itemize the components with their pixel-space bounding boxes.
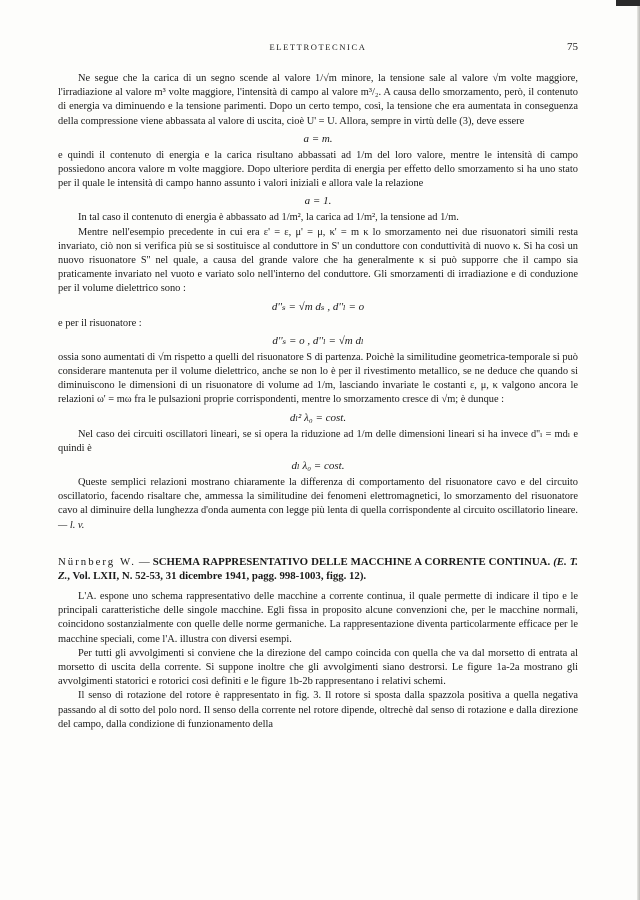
paragraph: [58, 476, 578, 533]
heading-dash: —: [135, 555, 153, 568]
paragraph: Ne segue che la carica di un segno scende al valore 1/√m minore, la tensione sale al valore √m volte maggiore, l'irradiazione al valore m³ volte maggiore, l'intensità di campo al valore m³/₂. A causa dello smorzamento, però, il contenuto di energia va diminuendo e la tensione parimenti. Dopo un certo tempo, così, la tensione che era aumentata in conseguenza della compressione viene abbassata al valore di uscita, cioè U' = U. Allora, sempre in virtù delle (3), deve essere: [58, 73, 578, 127]
page-number: 75: [567, 41, 578, 53]
citation-journal: (E. T. Z.: [58, 555, 578, 583]
citation-details: , Vol. LXII, N. 52-53, 31 dicembre 1941, pagg. 998-1003, figg. 12).: [67, 570, 367, 583]
corner-mark: [616, 0, 640, 6]
abstract-article: [58, 555, 578, 732]
paragraph: e per il risuonatore :: [58, 317, 142, 329]
formula: d''ₛ = o , d''ₗ = √m dₗ: [272, 334, 364, 347]
paragraph: Il senso di rotazione del rotore è rappresentato in fig. 3. Il rotore si sposta dalla spazzola positiva a quella negativa passando al di sotto del polo nord. Il senso della corrente nel rotore dipende, oltrechè dal senso di rotazione e dalla direzione del campo, dalla condizione di funzionamento della: [58, 690, 578, 730]
formula: a = 1.: [304, 195, 332, 208]
paragraph: Per tutti gli avvolgimenti si conviene che la direzione del campo coincida con quella che va dal morsetto di entrata al morsetto di uscita della corrente. Si suppone inoltre che gli avvolgimenti siano destrorsi. Le figure 1a-2a mostrano gli avvolgimenti statorici e rotorici così definiti e le figure 1b-2b rappresentano i relativi schemi.: [58, 647, 578, 688]
signature: — l. v.: [58, 519, 85, 531]
paragraph: In tal caso il contenuto di energia è abbassato ad 1/m², la carica ad 1/m², la tensione ad 1/m.: [78, 212, 459, 224]
page-header: [58, 42, 578, 56]
paragraph: Mentre nell'esempio precedente in cui era ε' = ε, μ' = μ, κ' = m κ lo smorzamento nei due risuonatori simili resta invariato, ciò non si verifica più se si sostituisce al conduttore in S' un conduttore con conduttività di nuovo κ. Si ha così un nuovo risuonatore S'' nel quale, a causa del grande valore che ha generalmente κ si può supporre che il campo sia praticamente invariato nel vuoto e variato solo nell'interno del conduttore. Gli smorzamenti di irradiazione e di conduzione per il volume dielettrico sono :: [58, 226, 578, 295]
paragraph: ossia sono aumentati di √m rispetto a quelli del risuonatore S di partenza. Poichè la similitudine geometrica-temporale si può considerare mantenuta per il volume dielettrico, anche se non lo è per il rivestimento metallico, se ne deduce che quando si diminuiscono le dimensioni di un risuonatore di volume ad 1/m, lasciando invariate le costanti ε, μ, κ valgono ancora le relazioni ω' = mω fra le pulsazioni proprie corrispondenti, mentre lo smorzamento cresce di √m; è dunque :: [58, 351, 578, 406]
paragraph: L'A. espone uno schema rappresentativo delle macchine a corrente continua, il quale permette di indicare il tipo e le principali caratteristiche delle singole macchine. Egli fissa in proposito alcune convenzioni che, per le macchine normali, coincidono sostanzialmente con quelle delle norme germaniche. La rappresentazione diventa particolarmente efficace per le macchine speciali, come l'A. illustra con diversi esempi.: [58, 591, 578, 645]
article-continuation: [58, 72, 578, 533]
paragraph: Nel caso dei circuiti oscillatori lineari, se si opera la riduzione ad 1/m delle dimensioni lineari si ha invece d''ₗ = mdₗ e quindi è: [58, 428, 578, 454]
article-title: SCHEMA RAPPRESENTATIVO DELLE MACCHINE A CORRENTE CONTINUA.: [152, 555, 551, 568]
formula: d''ₛ = √m dₛ , d''ₗ = o: [271, 300, 365, 313]
formula: a = m.: [303, 132, 333, 145]
page-body: [58, 72, 578, 732]
paragraph-text: Queste semplici relazioni mostrano chiaramente la differenza di comportamento del risuonatore cavo e del circuito oscillatorio, facendo risaltare che, ammessa la similitudine dei fenomeni elettromagnetici, lo smorzamento del risuonatore cavo al diminuire della lunghezza d'onda aumenta con legge più lenta di quella corrispondente al circuito oscillatorio lineare.: [58, 477, 578, 517]
formula: dₗ λ₀ = cost.: [291, 460, 345, 473]
author-name: Nürnberg W.: [58, 555, 136, 568]
abstract-heading: [58, 555, 578, 584]
paragraph: e quindi il contenuto di energia e la carica risultano abbassati ad 1/m del loro valore, mentre le intensità di campo possiedono ancora valore m volte maggiore. Dopo ulteriore perdita di energia per effetto dello smorzamento si ha uno stato per il quale le intensità di campo hanno assunto i valori iniziali e allora vale la relazione: [58, 149, 578, 190]
running-head: ELETTROTECNICA: [269, 42, 367, 52]
formula: dₗ² λ₀ = cost.: [289, 411, 347, 424]
